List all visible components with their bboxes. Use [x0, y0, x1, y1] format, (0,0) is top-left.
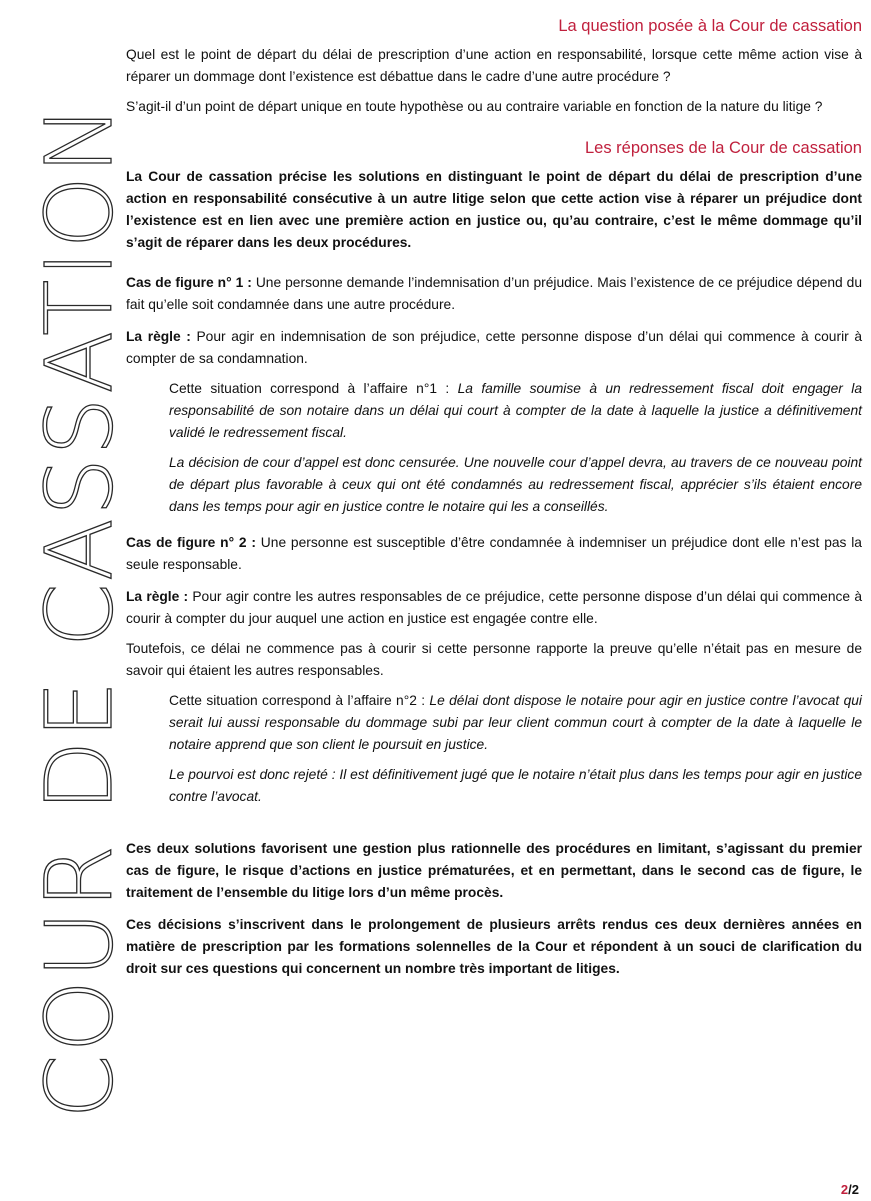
case-1-rule-text: Pour agir en indemnisation de son préjudice, cette personne dispose d’un délai qui commence à courir à compter de sa condamnation.: [126, 329, 863, 366]
affair-1-decision-text: La décision de cour d’appel est donc censurée. Une nouvelle cour d’appel devra, au travers de ce nouveau point de départ plus favorable à ceux qui ont été condamnés au redressement fiscal, apprécier s’ils étaient encore dans les temps pour agir en justice contre le notaire qui les a conseillés.: [169, 455, 862, 514]
answers-intro: La Cour de cassation précise les solutions en distinguant le point de départ du délai de prescription d’une action en responsabilité consécutive à un autre litige selon que cette action vise à réparer un préjudice dont l’existence est en lien avec une première action en justice ou, qu’au contraire, c’est le même dommage qu’il s’agit de réparer dans les deux procédures.: [126, 169, 862, 250]
case-1-rule-label: La règle :: [126, 329, 191, 344]
affair-2-decision-text: Le pourvoi est donc rejeté : Il est définitivement jugé que le notaire n’était plus dans les temps pour agir en justice contre l’avocat.: [169, 767, 862, 804]
case-2-text: Une personne est susceptible d’être condamnée à indemniser un préjudice dont elle n’est pas la seule responsable.: [126, 535, 862, 572]
question-paragraph-1: Quel est le point de départ du délai de prescription d’une action en responsabilité, lorsque cette même action vise à réparer un dommage dont l’existence est débattue dans le cadre d’une autre procédure ?: [126, 47, 862, 84]
page-current: 2: [840, 1182, 849, 1197]
case-2-label: Cas de figure n° 2 :: [126, 535, 256, 550]
affair-2-paragraph: [126, 690, 862, 756]
case-1-label: Cas de figure n° 1 :: [126, 275, 252, 290]
page-number: [841, 1182, 859, 1198]
case-2-rule-label: La règle :: [126, 589, 189, 604]
affair-1-text: La famille soumise à un redressement fiscal doit engager la responsabilité de son notaire dans un délai qui court à compter de la date à laquelle la justice a définitivement validé le redressement fiscal.: [169, 381, 862, 440]
page-separator: /: [848, 1182, 852, 1197]
affair-1-paragraph: [126, 378, 862, 444]
question-heading: La question posée à la Cour de cassation: [558, 17, 862, 35]
answers-heading: Les réponses de la Cour de cassation: [584, 139, 862, 157]
question-paragraph-2: S’agit-il d’un point de départ unique en toute hypothèse ou au contraire variable en fonction de la nature du litige ?: [126, 99, 823, 114]
affair-1-decision: [126, 452, 862, 518]
side-title: COUR DE CASSATION: [26, 103, 133, 1119]
case-2-rule: [126, 586, 862, 630]
case-2-rule-text: Pour agir contre les autres responsables de ce préjudice, cette personne dispose d’un délai qui commence à courir à compter du jour auquel une action en justice est engagée contre elle.: [126, 589, 862, 626]
case-1-text: Une personne demande l’indemnisation d’un préjudice. Mais l’existence de ce préjudice dépend du fait qu’elle soit condamnée dans une autre procédure.: [126, 275, 862, 312]
case-2-exception: Toutefois, ce délai ne commence pas à courir si cette personne rapporte la preuve qu’elle n’était pas en mesure de savoir qui étaient les autres responsables.: [126, 641, 862, 678]
affair-2-prefix: Cette situation correspond à l’affaire n°2 :: [169, 693, 430, 708]
affair-2-decision: [126, 764, 862, 808]
affair-1-prefix: Cette situation correspond à l’affaire n°1 :: [169, 381, 458, 396]
case-1-rule: [126, 326, 862, 370]
case-2-paragraph: [126, 532, 862, 576]
case-1-paragraph: [126, 272, 862, 316]
conclusion-paragraph-2: Ces décisions s’inscrivent dans le prolongement de plusieurs arrêts rendus ces deux dernières années en matière de prescription par les formations solennelles de la Cour et répondent à un souci de clarification du droit sur ces questions qui concernent un nombre très important de litiges.: [126, 917, 862, 976]
page-total: 2: [851, 1182, 859, 1197]
document-body: [126, 14, 862, 980]
conclusion-paragraph-1: Ces deux solutions favorisent une gestion plus rationnelle des procédures en limitant, s’agissant du premier cas de figure, le risque d’actions en justice prématurées, et en permettant, dans le second cas de figure, le traitement de l’ensemble du litige lors d’un même procès.: [126, 841, 862, 900]
affair-2-text: Le délai dont dispose le notaire pour agir en justice contre l’avocat qui serait lui aussi responsable du dommage subi par leur client commun court à compter de la date à laquelle le notaire apprend que son client le poursuit en justice.: [169, 693, 862, 752]
